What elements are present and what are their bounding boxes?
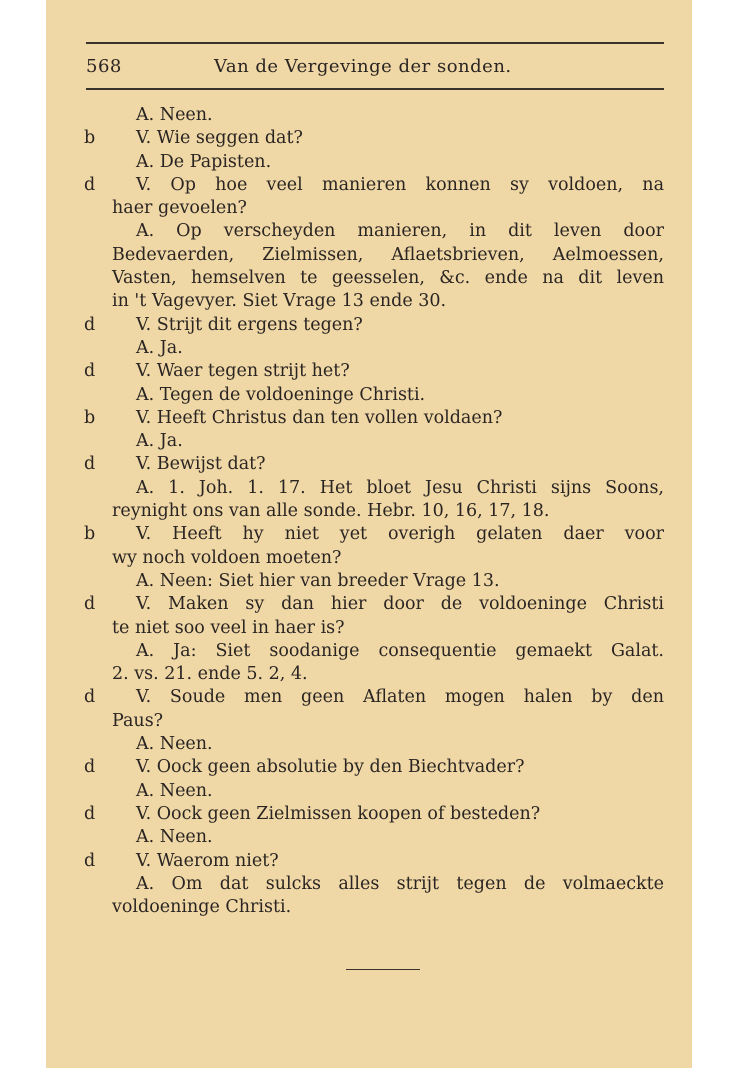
margin-marker: b	[84, 128, 96, 149]
qa-entry	[0, 407, 738, 430]
margin-marker: d	[84, 174, 96, 195]
entry-continuation-line: te niet soo veel in haer is?	[112, 617, 345, 638]
margin-marker: d	[84, 757, 96, 778]
page-number: 568	[86, 56, 122, 77]
qa-entry	[0, 220, 738, 313]
entry-first-line: V. Strijt dit ergens tegen?	[136, 314, 363, 335]
entry-first-line: V. Bewijst dat?	[136, 454, 266, 475]
entry-first-line: V. Oock geen Zielmissen koopen of besteden?	[136, 803, 541, 824]
qa-entry	[0, 104, 738, 127]
entry-first-line: V. Heeft hy niet yet overigh gelaten daer voor	[136, 524, 664, 545]
entry-continuation-line: reynight ons van alle sonde. Hebr. 10, 16, 17, 18.	[112, 501, 550, 522]
text-line	[0, 477, 738, 500]
text-line	[0, 570, 738, 593]
entry-first-line: V. Op hoe veel manieren konnen sy voldoen, na	[136, 174, 664, 195]
header-top-rule	[86, 42, 664, 44]
margin-marker: d	[84, 454, 96, 475]
margin-marker: d	[84, 803, 96, 824]
running-title: Van de Vergevinge der sonden.	[214, 56, 512, 77]
entry-first-line: A. Ja: Siet soodanige consequentie gemaekt Galat.	[136, 640, 664, 661]
text-line	[0, 663, 738, 686]
qa-entry	[0, 360, 738, 383]
qa-entry	[0, 756, 738, 779]
entry-continuation-line: wy noch voldoen moeten?	[112, 547, 342, 568]
text-line	[0, 547, 738, 570]
qa-entry	[0, 384, 738, 407]
qa-entry	[0, 826, 738, 849]
text-line	[0, 244, 738, 267]
entry-first-line: V. Waer tegen strijt het?	[136, 361, 350, 382]
entry-first-line: V. Maken sy dan hier door de voldoeninge Christi	[136, 594, 664, 615]
entry-continuation-line: Paus?	[112, 710, 164, 731]
entry-first-line: V. Heeft Christus dan ten vollen voldaen?	[136, 407, 503, 428]
text-line	[0, 337, 738, 360]
entry-first-line: A. De Papisten.	[136, 151, 272, 172]
text-line	[0, 873, 738, 896]
text-line	[0, 710, 738, 733]
text-line	[0, 314, 738, 337]
qa-entry	[0, 593, 738, 640]
qa-entry	[0, 337, 738, 360]
entry-continuation-line: voldoeninge Christi.	[112, 897, 292, 918]
text-line	[0, 290, 738, 313]
text-line	[0, 756, 738, 779]
entry-first-line: A. Neen.	[136, 105, 213, 125]
text-line	[0, 407, 738, 430]
entry-first-line: V. Wie seggen dat?	[136, 128, 303, 149]
qa-entry	[0, 803, 738, 826]
text-line	[0, 220, 738, 243]
entry-first-line: A. 1. Joh. 1. 17. Het bloet Jesu Christi sijns Soons,	[136, 477, 664, 498]
text-line	[0, 686, 738, 709]
text-line	[0, 384, 738, 407]
qa-entry	[0, 733, 738, 756]
text-line	[0, 850, 738, 873]
end-rule	[346, 969, 420, 970]
qa-entry	[0, 523, 738, 570]
qa-entry	[0, 570, 738, 593]
qa-entry	[0, 686, 738, 733]
qa-entry	[0, 314, 738, 337]
text-line	[0, 640, 738, 663]
text-line	[0, 174, 738, 197]
entry-first-line: V. Soude men geen Aflaten mogen halen by den	[136, 687, 664, 708]
entry-continuation-line: Vasten, hemselven te geesselen, &c. ende na dit leven	[112, 268, 664, 289]
catechism-text	[0, 104, 738, 919]
margin-marker: d	[84, 687, 96, 708]
qa-entry	[0, 453, 738, 476]
margin-marker: d	[84, 314, 96, 335]
margin-marker: b	[84, 524, 96, 545]
entry-first-line: A. Tegen de voldoeninge Christi.	[136, 384, 426, 405]
entry-continuation-line: 2. vs. 21. ende 5. 2, 4.	[112, 664, 308, 685]
entry-first-line: A. Neen.	[136, 827, 213, 848]
text-line	[0, 896, 738, 919]
text-line	[0, 127, 738, 150]
entry-first-line: V. Oock geen absolutie by den Biechtvader?	[136, 757, 525, 778]
text-line	[0, 151, 738, 174]
entry-continuation-line: in 't Vagevyer. Siet Vrage 13 ende 30.	[112, 291, 447, 312]
text-line	[0, 803, 738, 826]
header-bottom-rule	[86, 88, 664, 90]
entry-first-line: A. Op verscheyden manieren, in dit leven door	[136, 221, 664, 242]
text-line	[0, 104, 738, 127]
text-line	[0, 453, 738, 476]
text-line	[0, 500, 738, 523]
qa-entry	[0, 477, 738, 524]
entry-first-line: A. Neen: Siet hier van breeder Vrage 13.	[136, 570, 500, 591]
entry-continuation-line: haer gevoelen?	[112, 198, 247, 219]
qa-entry	[0, 151, 738, 174]
text-line	[0, 826, 738, 849]
entry-first-line: V. Waerom niet?	[136, 850, 279, 871]
entry-first-line: A. Ja.	[136, 431, 183, 452]
text-line	[0, 780, 738, 803]
entry-first-line: A. Neen.	[136, 780, 213, 801]
entry-first-line: A. Ja.	[136, 337, 183, 358]
qa-entry	[0, 873, 738, 920]
text-line	[0, 593, 738, 616]
text-line	[0, 430, 738, 453]
margin-marker: d	[84, 361, 96, 382]
qa-entry	[0, 850, 738, 873]
text-line	[0, 360, 738, 383]
qa-entry	[0, 780, 738, 803]
margin-marker: d	[84, 850, 96, 871]
margin-marker: d	[84, 594, 96, 615]
qa-entry	[0, 127, 738, 150]
text-line	[0, 197, 738, 220]
qa-entry	[0, 430, 738, 453]
margin-marker: b	[84, 407, 96, 428]
text-line	[0, 617, 738, 640]
text-line	[0, 523, 738, 546]
qa-entry	[0, 174, 738, 221]
text-line	[0, 733, 738, 756]
entry-continuation-line: Bedevaerden, Zielmissen, Aflaetsbrieven, Aelmoessen,	[112, 244, 664, 265]
entry-first-line: A. Om dat sulcks alles strijt tegen de volmaeckte	[136, 873, 664, 894]
text-line	[0, 267, 738, 290]
qa-entry	[0, 640, 738, 687]
entry-first-line: A. Neen.	[136, 734, 213, 755]
